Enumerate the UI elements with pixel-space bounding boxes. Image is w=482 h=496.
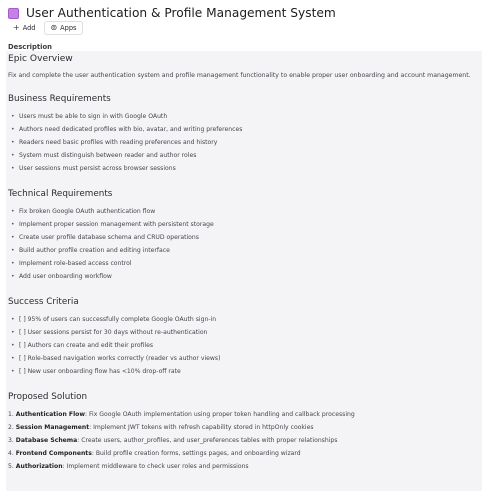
plus-icon: + — [13, 23, 20, 32]
item-text: : Implement JWT tokens with refresh capability stored in httpOnly cookies — [89, 424, 314, 432]
proposed-solution-list — [8, 408, 480, 473]
issue-header — [8, 4, 474, 22]
epic-icon — [8, 8, 19, 19]
list-item: • Build author profile creation and editing interface — [8, 244, 480, 257]
apps-button[interactable] — [44, 21, 82, 35]
item-title: Session Management — [15, 424, 90, 432]
item-number: 5. — [8, 463, 14, 471]
list-item — [8, 408, 480, 421]
item-title: Database Schema — [15, 437, 78, 445]
apps-label: Apps — [60, 24, 77, 32]
epic-overview-heading: Epic Overview — [8, 54, 73, 64]
list-item: • Users must be able to sign in with Google OAuth — [8, 110, 480, 123]
list-item: • Implement role-based access control — [8, 257, 480, 270]
add-button[interactable] — [8, 21, 40, 35]
list-item: • [ ] 95% of users can successfully complete Google OAuth sign-in — [8, 313, 480, 326]
epic-overview-text: Fix and complete the user authentication system and profile management functionality to enable proper user onboarding and account management. — [8, 72, 471, 79]
list-item — [8, 421, 480, 434]
list-item — [8, 447, 480, 460]
description-label: Description — [8, 43, 52, 51]
list-item — [8, 434, 480, 447]
item-text: : Implement middleware to check user roles and permissions — [62, 463, 249, 471]
list-item: • Authors need dedicated profiles with bio, avatar, and writing preferences — [8, 123, 480, 136]
list-item: • [ ] Authors can create and edit their profiles — [8, 339, 480, 352]
list-item: • User sessions must persist across browser sessions — [8, 162, 480, 175]
technical-requirements-list — [8, 205, 480, 283]
list-item: • Implement proper session management with persistent storage — [8, 218, 480, 231]
list-item: • [ ] New user onboarding flow has <10% drop-off rate — [8, 365, 480, 378]
list-item — [8, 460, 480, 473]
issue-title[interactable]: User Authentication & Profile Management System — [26, 6, 336, 20]
success-criteria-heading: Success Criteria — [8, 297, 79, 308]
item-text: : Create users, author_profiles, and user_preferences tables with proper relationships — [77, 437, 338, 445]
description-editor[interactable] — [6, 51, 482, 491]
issue-toolbar — [8, 21, 83, 35]
item-text: : Fix Google OAuth implementation using proper token handling and callback processing — [84, 411, 355, 419]
item-title: Frontend Components — [15, 450, 92, 458]
apps-icon: ⊚ — [50, 23, 58, 32]
list-item: • [ ] Role-based navigation works correctly (reader vs author views) — [8, 352, 480, 365]
list-item: • System must distinguish between reader and author roles — [8, 149, 480, 162]
add-label: Add — [22, 24, 36, 32]
item-number: 4. — [8, 450, 14, 458]
list-item: • Add user onboarding workflow — [8, 270, 480, 283]
list-item: • Readers need basic profiles with reading preferences and history — [8, 136, 480, 149]
item-number: 1. — [8, 411, 14, 419]
item-title: Authentication Flow — [15, 411, 85, 419]
item-number: 2. — [8, 424, 14, 432]
item-text: : Build profile creation forms, settings pages, and onboarding wizard — [91, 450, 301, 458]
item-number: 3. — [8, 437, 14, 445]
business-requirements-list — [8, 110, 480, 175]
list-item: • Create user profile database schema and CRUD operations — [8, 231, 480, 244]
business-requirements-heading: Business Requirements — [8, 94, 111, 105]
list-item: • [ ] User sessions persist for 30 days without re-authentication — [8, 326, 480, 339]
technical-requirements-heading: Technical Requirements — [8, 189, 113, 200]
proposed-solution-heading: Proposed Solution — [8, 392, 88, 403]
item-title: Authorization — [15, 463, 63, 471]
list-item: • Fix broken Google OAuth authentication flow — [8, 205, 480, 218]
success-criteria-list — [8, 313, 480, 378]
